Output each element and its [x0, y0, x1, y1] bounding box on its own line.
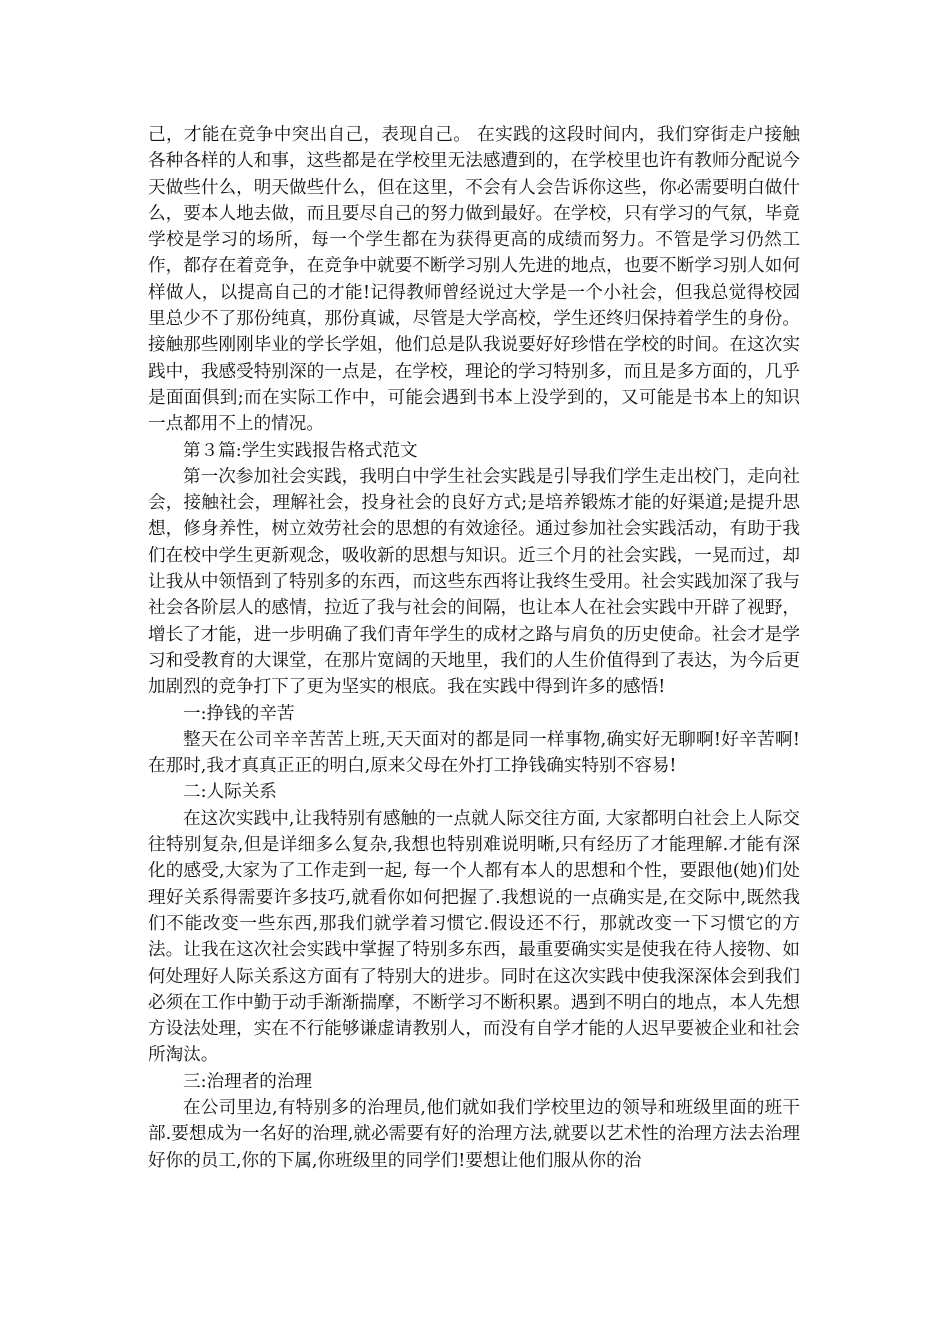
document-page: [148, 122, 800, 1174]
body-paragraph: 在这次实践中,让我特别有感触的一点就人际交往方面, 大家都明白社会上人际交往特别复杂,但是详细多么复杂,我想也特别难说明晰,只有经历了才能理解.才能有深化的感受,大家为了工作走到一起, 每一个人都有本人的思想和个性，要跟他(她)们处理好关系得需要许多技巧,就看你如何把握了.我想说的一点确实是,在交际中,既然我们不能改变一些东西,那我们就学着习惯它.假设还不行，那就改变一下习惯它的方法。让我在这次社会实践中掌握了特别多东西，最重要确实实是使我在待人接物、如何处理好人际关系这方面有了特别大的进步。同时在这次实践中使我深深体会到我们必须在工作中勤于动手渐渐揣摩，不断学习不断积累。遇到不明白的地点，本人先想方设法处理，实在不行能够谦虚请教别人，而没有自学才能的人迟早要被企业和社会所淘汰。: [148, 808, 800, 1066]
body-paragraph: 己，才能在竞争中突出自己，表现自己。 在实践的这段时间内，我们穿街走户接触各种各样的人和事，这些都是在学校里无法感遭到的，在学校里也许有教师分配说今天做些什么，明天做些什么，但在这里，不会有人会告诉你这些，你必需要明白做什么，要本人地去做，而且要尽自己的努力做到最好。在学校，只有学习的气氛，毕竟学校是学习的场所，每一个学生都在为获得更高的成绩而努力。不管是学习仍然工作，都存在着竞争，在竞争中就要不断学习别人先进的地点，也要不断学习别人如何样做人，以提高自己的才能!记得教师曾经说过大学是一个小社会，但我总觉得校园里总少不了那份纯真，那份真诚，尽管是大学高校，学生还终归保持着学生的身份。接触那些刚刚毕业的学长学姐，他们总是队我说要好好珍惜在学校的时间。在这次实践中，我感受特别深的一点是，在学校，理论的学习特别多，而且是多方面的，几乎是面面俱到;而在实际工作中，可能会遇到书本上没学到的，又可能是书本上的知识一点都用不上的情况。: [148, 125, 800, 435]
body-paragraph: 整天在公司辛辛苦苦上班,天天面对的都是同一样事物,确实好无聊啊!好辛苦啊!在那时,我才真真正正的明白,原来父母在外打工挣钱确实特别不容易!: [148, 729, 800, 777]
section-heading: 二:人际关系: [183, 782, 277, 803]
body-paragraph: 在公司里边,有特别多的治理员,他们就如我们学校里边的领导和班级里面的班干部.要想成为一名好的治理,就必需要有好的治理方法,就要以艺术性的治理方法去治理好你的员工,你的下属,你班级里的同学们!要想让他们服从你的治: [148, 1097, 800, 1171]
section-heading: 第３篇:学生实践报告格式范文: [183, 440, 418, 461]
section-heading: 三:治理者的治理: [183, 1071, 313, 1092]
section-heading: 一:挣钱的辛苦: [183, 703, 295, 724]
body-paragraph: 第一次参加社会实践，我明白中学生社会实践是引导我们学生走出校门，走向社会，接触社会，理解社会，投身社会的良好方式;是培养锻炼才能的好渠道;是提升思想，修身养性，树立效劳社会的思想的有效途径。通过参加社会实践活动，有助于我们在校中学生更新观念，吸收新的思想与知识。近三个月的社会实践，一晃而过，却让我从中领悟到了特别多的东西，而这些东西将让我终生受用。社会实践加深了我与社会各阶层人的感情，拉近了我与社会的间隔，也让本人在社会实践中开辟了视野，增长了才能，进一步明确了我们青年学生的成材之路与肩负的历史使命。社会才是学习和受教育的大课堂，在那片宽阔的天地里，我们的人生价值得到了表达，为今后更加剧烈的竞争打下了更为坚实的根底。我在实践中得到许多的感悟!: [148, 466, 800, 698]
